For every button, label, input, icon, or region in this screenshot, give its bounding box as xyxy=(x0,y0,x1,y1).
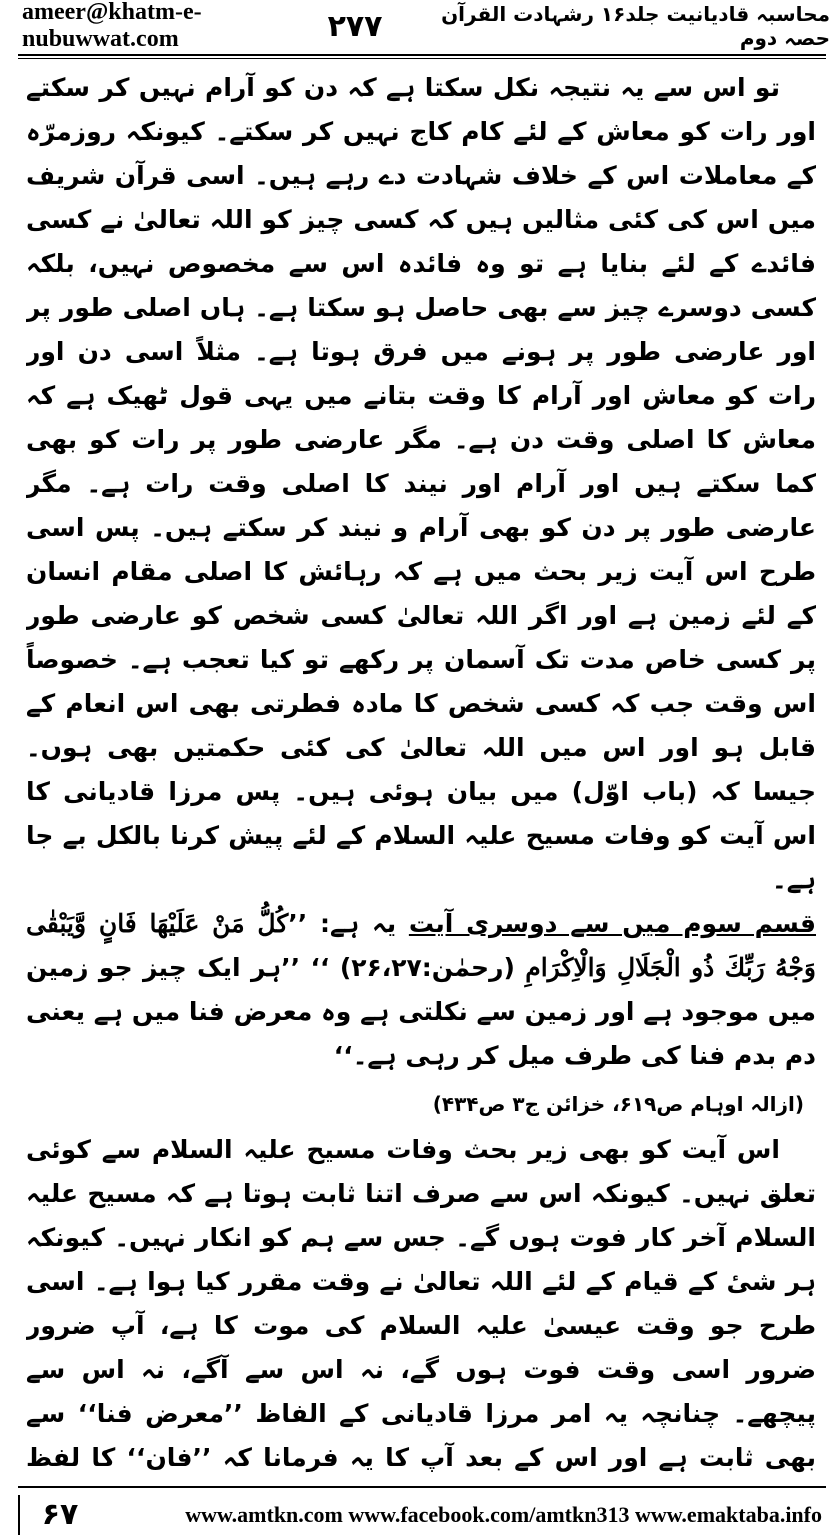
page-number: ۲۷۷ xyxy=(327,8,383,44)
header-title-group xyxy=(328,2,830,50)
header-divider-thin xyxy=(18,58,826,59)
verse-intro: یہ ہے: ’’ xyxy=(288,909,409,938)
verse-translation: ’’ہر ایک چیز جو زمین میں موجود ہے اور زمین سے نکلتی ہے وہ معرض فنا میں ہے یعنی دم بدم فنا کی طرف میل کر رہی ہے۔‘‘ xyxy=(26,953,816,1070)
book-title: محاسبہ قادیانیت جلد۱۶ رشہادت القرآن حصہ دوم xyxy=(441,2,830,50)
page-body xyxy=(26,66,816,1480)
header-divider xyxy=(18,54,826,56)
paragraph-3: اس آیت کو بھی زیر بحث وفات مسیح علیہ السلام سے کوئی تعلق نہیں۔ کیونکہ اس سے صرف اتنا ثابت ہوتا ہے کہ مسیح علیہ السلام آخر کار فوت ہوں گے۔ جس سے ہم کو انکار نہیں۔ کیونکہ ہر شیٔ کے قیام کے لئے اللہ تعالیٰ نے وقت مقرر کیا ہوا ہے۔ اسی طرح جو وقت عیسیٰ علیہ السلام کی موت کا ہے، آپ ضرور ضرور اسی وقت فوت ہوں گے، نہ اس سے آگے، نہ اس سے پیچھے۔ چنانچہ یہ امر مرزا قادیانی کے الفاظ ’’معرض فنا‘‘ سے بھی ثابت ہے اور اس کے بعد آپ کا یہ فرمانا کہ ’’فان‘‘ کا لفظ xyxy=(26,1135,816,1472)
footer-websites[interactable]: www.amtkn.com www.facebook.com/amtkn313 www.emaktaba.info xyxy=(185,1502,822,1527)
page-footer xyxy=(0,1490,840,1540)
paragraph-1: تو اس سے یہ نتیجہ نکل سکتا ہے کہ دن کو آرام نہیں کر سکتے اور رات کو معاش کے لئے کام کاج نہیں کر سکتے۔ کیونکہ روزمرّہ کے معاملات اس کے خلاف شہادت دے رہے ہیں۔ اسی قرآن شریف میں اس کی کئی مثالیں ہیں کہ کسی چیز کو اللہ تعالیٰ نے کسی فائدے کے لئے بنایا ہے تو وہ فائدہ اس سے مخصوص نہیں، بلکہ کسی دوسرے چیز سے بھی حاصل ہو سکتا ہے۔ ہاں اصلی طور پر اور عارضی طور پر ہونے میں فرق ہوتا ہے۔ مثلاً اسی دن اور رات کو معاش اور آرام کا وقت بتانے میں یہی قول ٹھیک ہے کہ معاش کا اصلی وقت دن ہے۔ مگر عارضی طور پر رات کو بھی کما سکتے ہیں اور آرام اور نیند کا اصلی وقت رات ہے۔ مگر عارضی طور پر دن کو بھی آرام و نیند کر سکتے ہیں۔ پس اسی طرح اس آیت زیر بحث میں ہے کہ رہائش کا اصلی مقام انسان کے لئے زمین ہے اور اگر اللہ تعالیٰ کسی شخص کو عارضی طور پر کسی خاص مدت تک آسمان پر رکھے تو کیا تعجب ہے۔ خصوصاً اس وقت جب کہ کسی شخص کا مادہ فطرتی بھی اس انعام کے قابل ہو اور اس میں اللہ تعالیٰ کی کئی حکمتیں بھی ہوں۔ جیسا کہ (باب اوّل) میں بیان ہوئی ہیں۔ پس مرزا قادیانی کا اس آیت کو وفات مسیح علیہ السلام کے لئے پیش کرنا بالکل بے جا ہے۔ xyxy=(26,73,816,894)
footer-divider xyxy=(18,1486,826,1488)
section-label: قسم سوم میں سے دوسری آیت xyxy=(408,909,816,938)
header-email[interactable]: ameer@khatm-e-nubuwwat.com xyxy=(22,0,202,52)
footer-page-number: ۶۷ xyxy=(18,1495,100,1535)
reference-citation: (ازالہ اوہام ص۶۱۹، خزائن ج۳ ص۴۳۴) xyxy=(432,1092,804,1116)
verse-citation: (رحمٰن:۲۶،۲۷) ‘‘ xyxy=(310,953,526,982)
quran-verse: كُلُّ مَنْ عَلَيْهَا فَانٍ وَّيَبْقٰى وَجْهُ رَبِّكَ ذُو الْجَلَالِ وَالْاِكْرَامِ xyxy=(26,909,816,982)
paragraph-2 xyxy=(26,902,816,1078)
page-header xyxy=(0,0,840,52)
